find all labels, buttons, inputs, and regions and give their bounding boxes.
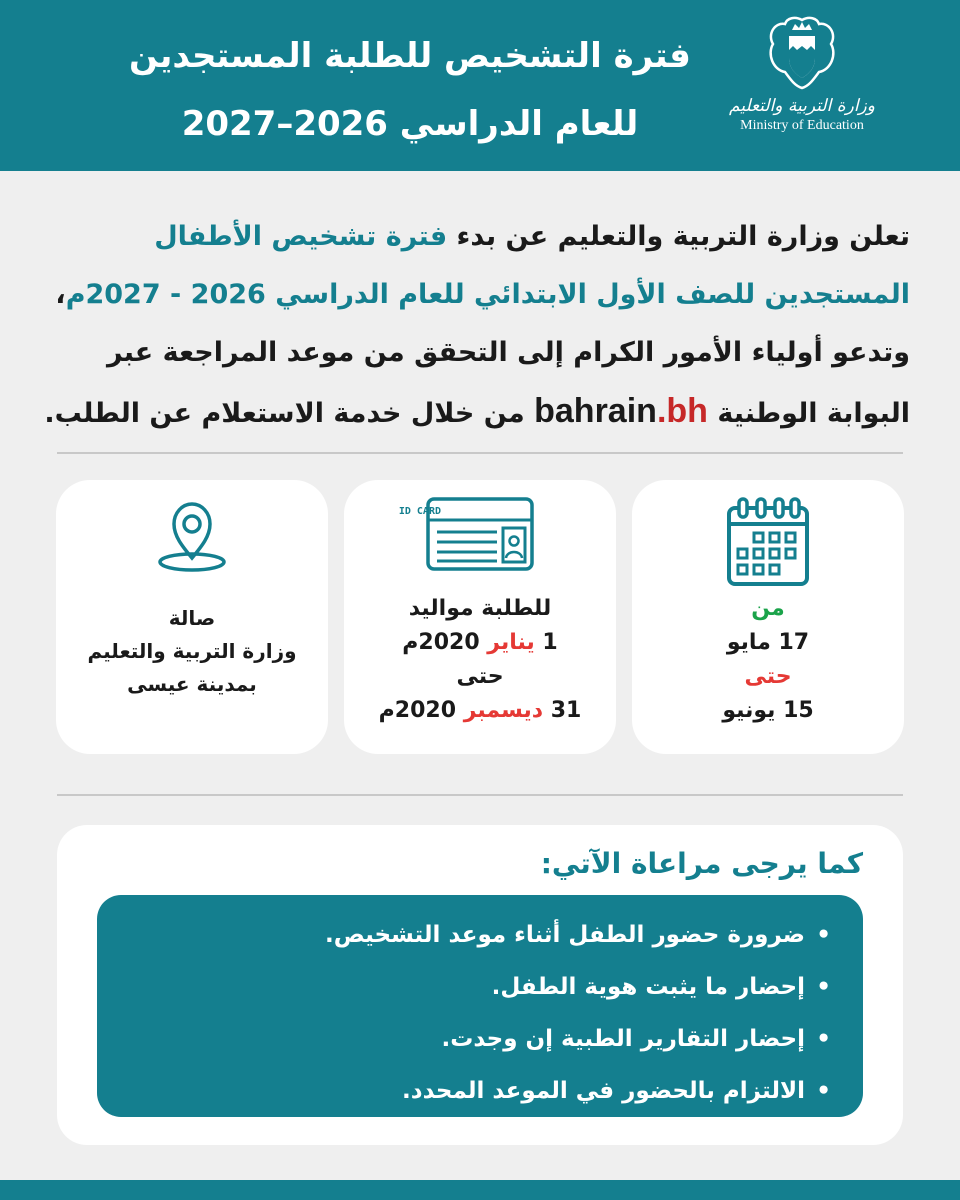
page-title	[110, 22, 710, 158]
logo-arabic-text: وزارة التربية والتعليم	[729, 96, 875, 116]
list-item: • ضرورة حضور الطفل أثناء موعد التشخيص.	[117, 909, 831, 961]
announcement-highlight: فترة تشخيص الأطفال المستجدين للصف الأول الابتدائي للعام الدراسي 2026 - 2027م	[65, 221, 910, 310]
birth-to-label: حتى	[456, 664, 504, 689]
notes-section	[57, 825, 903, 1145]
calendar-icon	[725, 496, 811, 588]
id-card-icon	[398, 496, 535, 572]
logo-english-text: Ministry of Education	[740, 118, 864, 133]
location-card	[56, 480, 328, 754]
birth-start-year: 2020م	[402, 630, 480, 655]
divider-top	[57, 452, 903, 454]
date-from-label: من	[751, 596, 785, 621]
birth-range-card	[344, 480, 616, 754]
title-line-1: فترة التشخيص للطلبة المستجدين	[129, 36, 691, 76]
location-pin-icon	[154, 496, 230, 576]
birth-end-day: 31	[550, 698, 582, 723]
notes-title: كما يرجى مراعاة الآتي:	[540, 847, 863, 880]
location-line-3: بمدينة عيسى	[127, 672, 257, 696]
birth-heading: للطلبة مواليد	[408, 596, 552, 621]
birth-start-day: 1	[542, 630, 558, 655]
divider-bottom	[57, 794, 903, 796]
announcement-part-2: ، وتدعو أولياء الأمور الكرام إلى التحقق من موعد المراجعة عبر البوابة الوطنية	[55, 279, 910, 429]
location-line-1: صالة	[168, 606, 216, 630]
bahrain-emblem-icon	[765, 14, 839, 90]
list-item: • إحضار التقارير الطبية إن وجدت.	[117, 1013, 831, 1065]
list-item: • الالتزام بالحضور في الموعد المحدد.	[117, 1065, 831, 1117]
portal-url-tld: .bh	[656, 392, 708, 430]
location-line-2: وزارة التربية والتعليم	[87, 639, 297, 663]
announcement-text	[30, 208, 910, 443]
announcement-part-3: من خلال خدمة الاستعلام عن الطلب.	[44, 398, 535, 429]
date-card	[632, 480, 904, 754]
list-item: • إحضار ما يثبت هوية الطفل.	[117, 961, 831, 1013]
birth-end-year: 2020م	[378, 698, 457, 723]
date-from-value: 17 مايو	[726, 630, 810, 655]
date-to-label: حتى	[744, 664, 792, 689]
header-banner	[0, 0, 960, 171]
portal-url	[534, 392, 708, 430]
date-to-value: 15 يونيو	[722, 698, 814, 723]
notes-list	[97, 895, 863, 1117]
announcement-part-1: تعلن وزارة التربية والتعليم عن بدء	[447, 221, 910, 252]
title-line-2: للعام الدراسي 2026–2027	[181, 104, 639, 144]
birth-end-date	[352, 694, 608, 728]
footer-bar	[0, 1180, 960, 1200]
id-card-label: ID CARD	[398, 506, 441, 517]
portal-url-domain: bahrain	[534, 392, 657, 430]
birth-start-date	[352, 626, 608, 660]
ministry-logo	[722, 14, 882, 154]
birth-start-month: يناير	[487, 630, 535, 655]
birth-end-month: ديسمبر	[463, 698, 544, 723]
